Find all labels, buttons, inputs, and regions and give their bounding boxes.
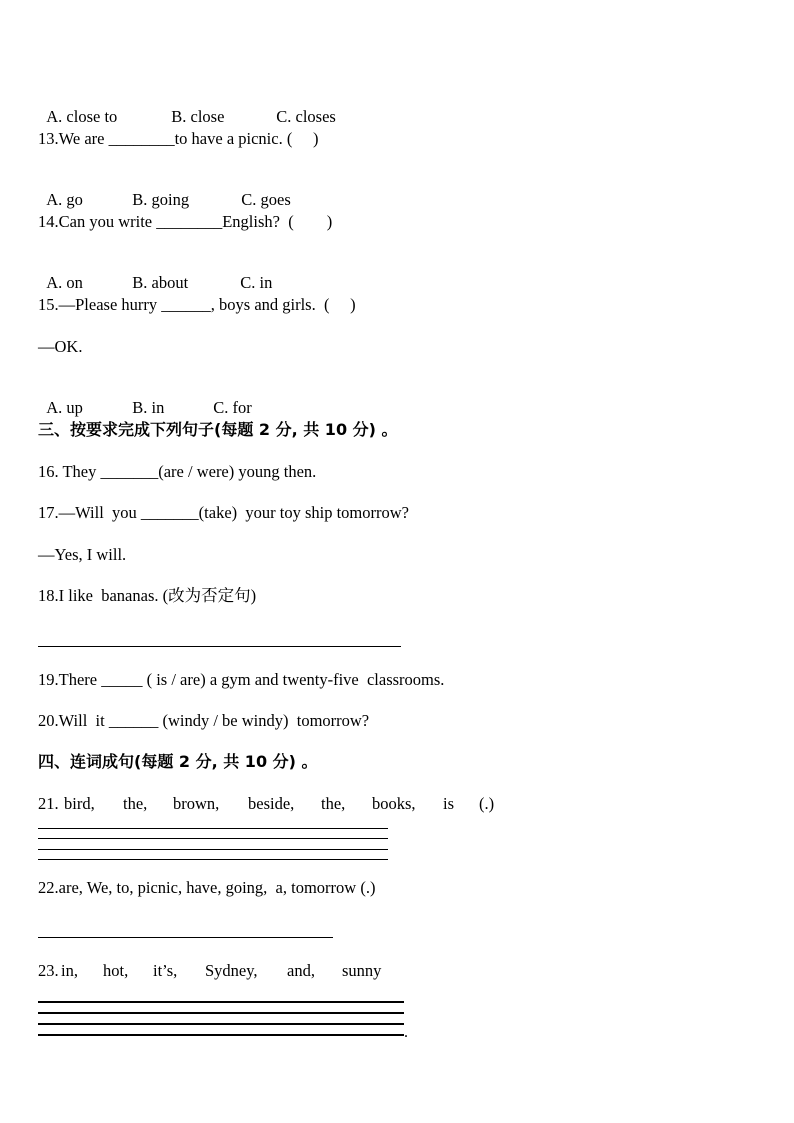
q13-option-c: C. goes xyxy=(241,190,291,209)
section-3-heading: 三、按要求完成下列句子(每题 2 分, 共 10 分) 。 xyxy=(38,420,398,439)
q12-option-b: B. close xyxy=(171,107,225,126)
q15-option-b: B. in xyxy=(132,398,165,417)
q12-option-a: A. close to xyxy=(46,107,118,126)
q15-question: 15.—Please hurry ______, boys and girls. ( ) xyxy=(38,295,356,314)
q13-option-b: B. going xyxy=(132,190,190,209)
q14-question: 14.Can you write ________English? ( ) xyxy=(38,212,333,231)
q23-word: and, xyxy=(287,961,315,980)
q14-option-a: A. on xyxy=(46,273,83,292)
q21-word: beside, xyxy=(248,794,295,813)
q15-reply: —OK. xyxy=(38,337,83,356)
q22-answer-line[interactable] xyxy=(38,937,333,938)
q18-answer-line[interactable] xyxy=(38,646,401,647)
q21-word: is xyxy=(443,794,455,813)
q18-question: 18.I like bananas. (改为否定句) xyxy=(38,586,257,605)
q13-option-a: A. go xyxy=(46,190,83,209)
q17-question: 17.—Will you _______(take) your toy ship tomorrow? xyxy=(38,503,409,522)
q21-word: brown, xyxy=(173,794,220,813)
q14-option-c: C. in xyxy=(240,273,273,292)
q23-end-mark: . xyxy=(404,1024,408,1041)
q21-answer-line[interactable] xyxy=(38,828,388,829)
q15-option-c: C. for xyxy=(213,398,252,417)
q23-word: Sydney, xyxy=(205,961,258,980)
q21-word: the, xyxy=(321,794,346,813)
q21-word: bird, xyxy=(64,794,95,813)
q22-question: 22.are, We, to, picnic, have, going, a, tomorrow (.) xyxy=(38,878,376,897)
q23-answer-line[interactable] xyxy=(38,1023,404,1025)
q23-word: hot, xyxy=(103,961,129,980)
q20-question: 20.Will it ______ (windy / be windy) tomorrow? xyxy=(38,711,370,730)
q21-word: books, xyxy=(372,794,416,813)
q19-question: 19.There _____ ( is / are) a gym and twenty-five classrooms. xyxy=(38,670,445,689)
q12-options xyxy=(38,87,336,127)
q15-options xyxy=(38,378,252,418)
q21-answer-line[interactable] xyxy=(38,859,388,860)
q12-option-c: C. closes xyxy=(276,107,336,126)
q15-option-a: A. up xyxy=(46,398,83,417)
q13-question: 13.We are ________to have a picnic. ( ) xyxy=(38,129,319,148)
q23-answer-line[interactable] xyxy=(38,1012,404,1014)
q21-answer-line[interactable] xyxy=(38,849,388,850)
q23-answer-line[interactable] xyxy=(38,1001,404,1003)
q21-word: (.) xyxy=(479,794,495,813)
q13-options xyxy=(38,170,291,210)
q21-word: the, xyxy=(123,794,148,813)
q16-question: 16. They _______(are / were) young then. xyxy=(38,462,317,481)
q17-reply: —Yes, I will. xyxy=(38,545,127,564)
q14-options xyxy=(38,253,272,293)
q14-option-b: B. about xyxy=(132,273,189,292)
q23-word: in, xyxy=(61,961,78,980)
q23-number: 23. xyxy=(38,961,59,980)
q23-word: sunny xyxy=(342,961,382,980)
q21-answer-line[interactable] xyxy=(38,838,388,839)
section-4-heading: 四、连词成句(每题 2 分, 共 10 分) 。 xyxy=(38,752,318,771)
q21-number: 21. xyxy=(38,794,59,813)
q23-answer-line[interactable] xyxy=(38,1034,404,1036)
q23-word: it’s, xyxy=(153,961,178,980)
